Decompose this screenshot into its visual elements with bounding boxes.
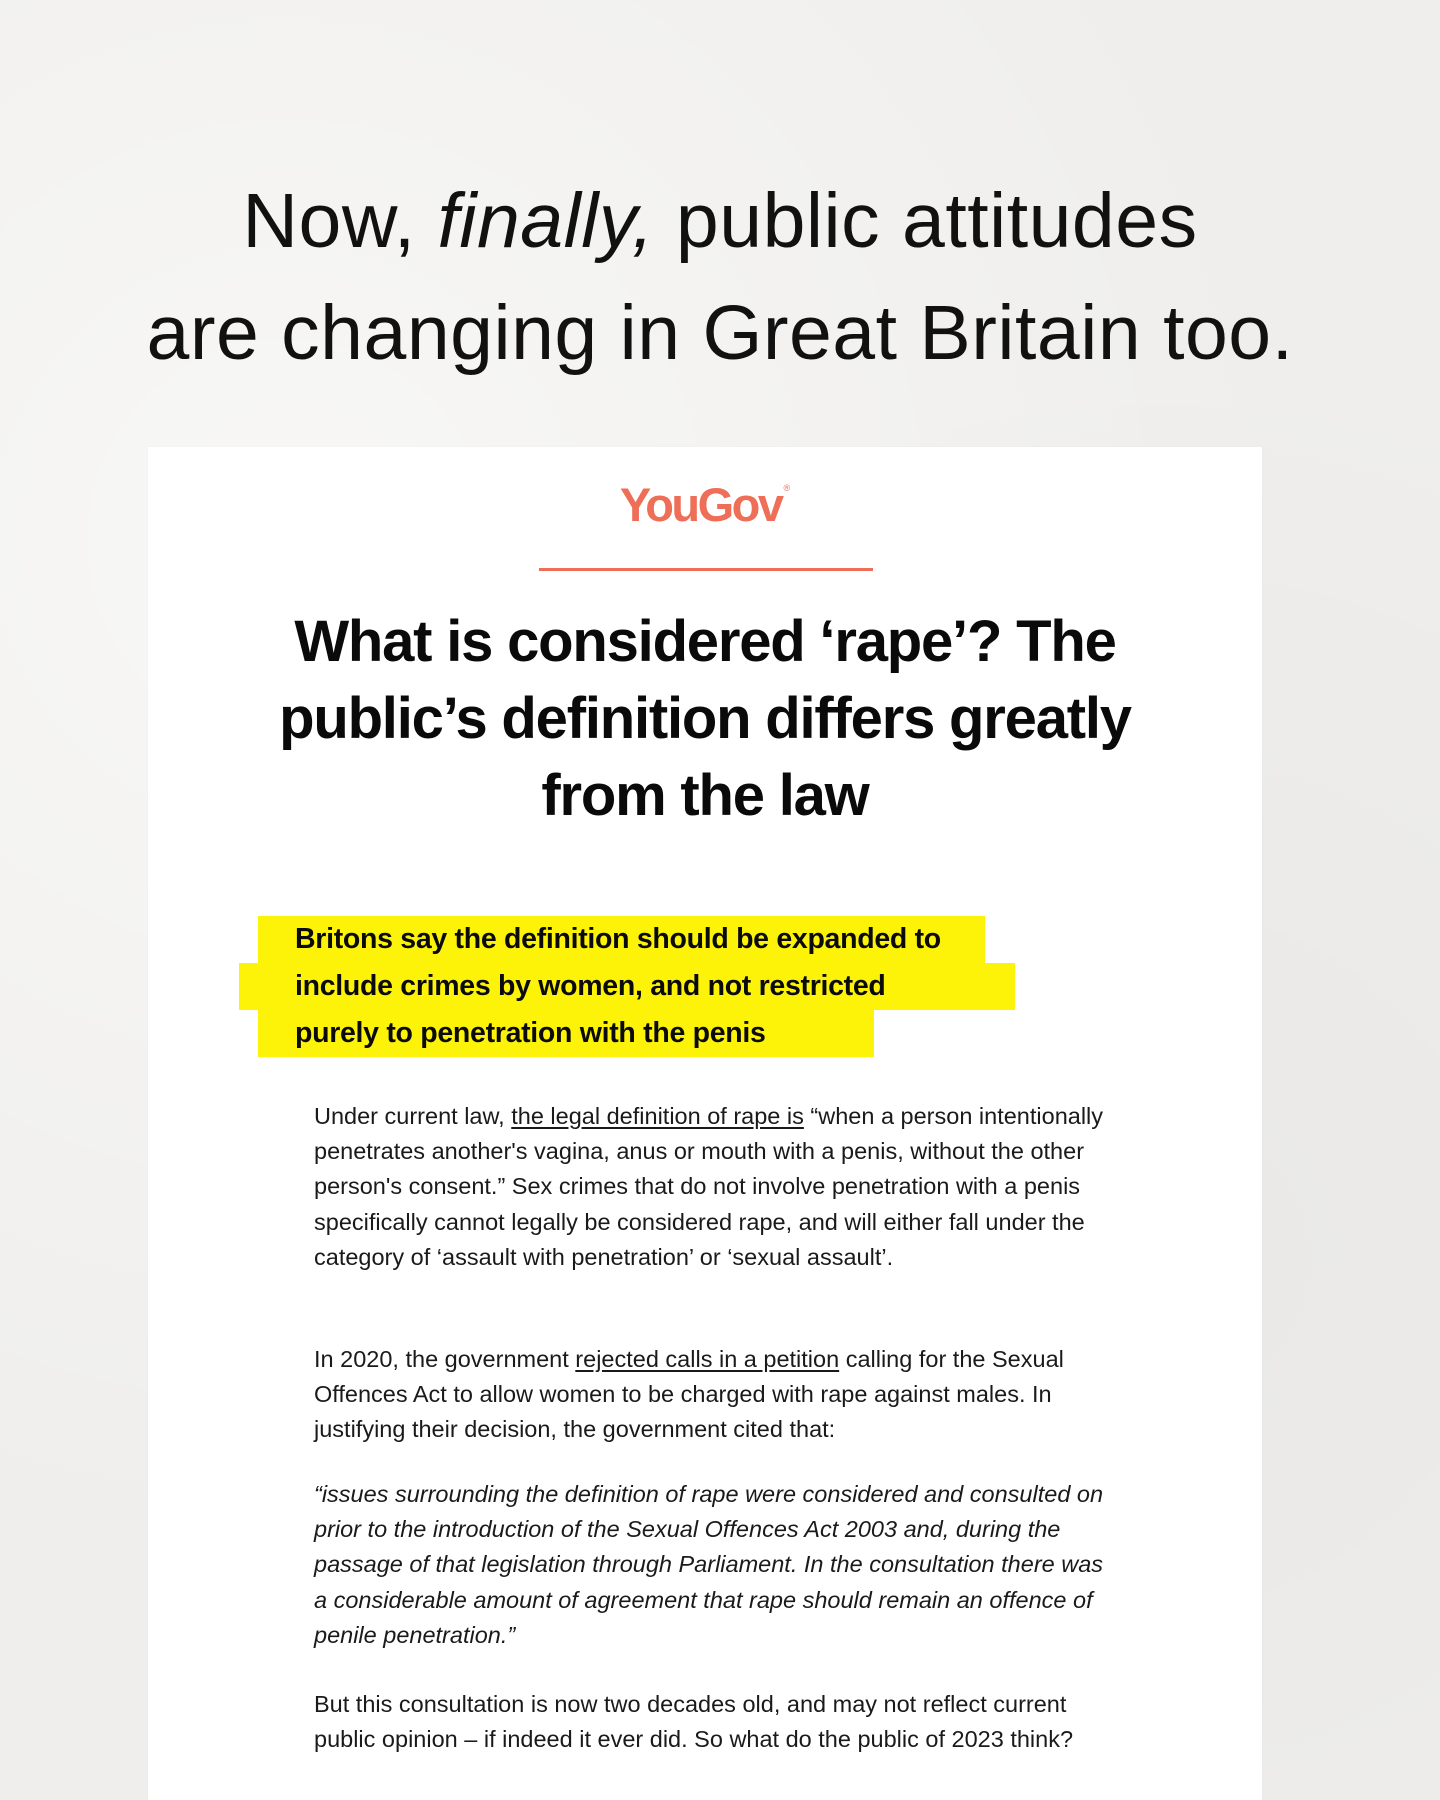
headline-line-2: are changing in Great Britain too.: [146, 290, 1294, 376]
page-headline: [0, 165, 1440, 389]
paragraph-petition: In 2020, the government rejected calls in a petition calling for the Sexual Offences Act to allow women to be charged with rape against males. In justifying their decision, the government cited that:: [314, 1346, 1064, 1443]
registered-mark: ®: [783, 483, 791, 493]
legal-definition-link[interactable]: the legal definition of rape is: [511, 1103, 804, 1129]
yougov-logo: YouGov ®: [619, 478, 791, 531]
subheading-line-1: Britons say the definition should be expanded to: [258, 916, 985, 963]
petition-link[interactable]: rejected calls in a petition: [575, 1346, 840, 1372]
article-title: What is considered ‘rape’? The public’s definition differs greatly from the law: [279, 609, 1131, 828]
highlighted-subheading: [258, 916, 1015, 1057]
headline-line-1: Now, finally, public attitudes: [242, 178, 1198, 264]
subheading-line-2: include crimes by women, and not restricted: [239, 963, 1015, 1010]
paragraph-legal-definition: Under current law, the legal definition of rape is “when a person intentionally penetrates another's vagina, anus or mouth with a penis, without the other person's consent.” Sex crimes that do not involve penetration with a penis specifically cannot legally be considered rape, and will either fall under the category of ‘assault with penetration’ or ‘sexual assault’.: [314, 1103, 1104, 1270]
headline-emphasis: finally,: [437, 178, 655, 264]
government-quote: “issues surrounding the definition of rape were considered and consulted on prior to the introduction of the Sexual Offences Act 2003 and, during the passage of that legislation through Parliament. In the consultation there was a considerable amount of agreement that rape should remain an offence of penile penetration.”: [314, 1481, 1104, 1648]
subheading-line-3: purely to penetration with the penis: [258, 1010, 874, 1057]
logo-divider: [539, 568, 873, 571]
article-screenshot: [148, 447, 1262, 1800]
paragraph-consultation: But this consultation is now two decades old, and may not reflect current public opinion – if indeed it ever did. So what do the public of 2023 think?: [314, 1691, 1074, 1753]
